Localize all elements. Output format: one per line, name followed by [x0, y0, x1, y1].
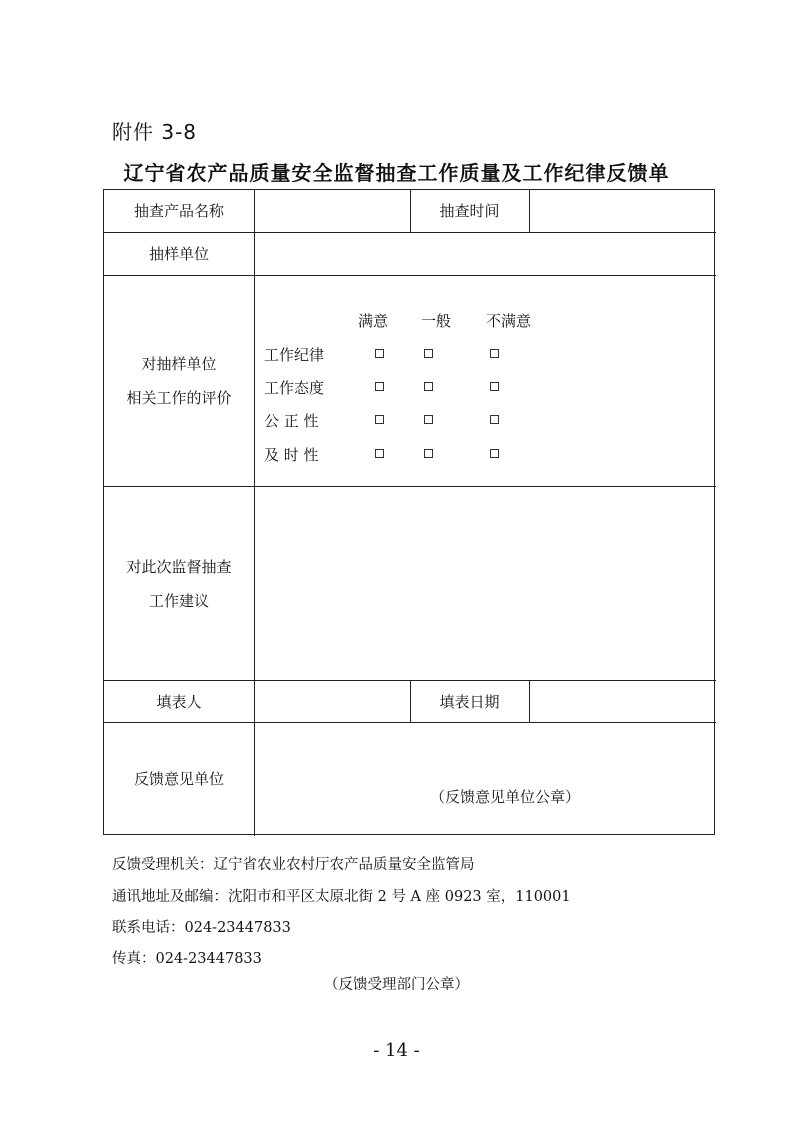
checkbox-attitude-satisfied[interactable] — [375, 382, 384, 391]
checkbox-attitude-average[interactable] — [424, 382, 433, 391]
footer-phone: 联系电话：024-23447833 — [112, 920, 291, 936]
evaluation-label-line2: 相关工作的评价 — [126, 389, 232, 407]
eval-item-label: 工作态度 — [264, 379, 325, 397]
feedback-unit-field[interactable] — [255, 723, 716, 834]
page-number: - 14 - — [373, 1040, 420, 1061]
footer-stamp-note: （反馈受理部门公章） — [324, 977, 469, 993]
checkbox-fairness-average[interactable] — [424, 415, 433, 424]
option-average: 一般 — [421, 312, 452, 330]
evaluation-label-line1: 对抽样单位 — [141, 355, 217, 373]
footer-address: 通讯地址及邮编：沈阳市和平区太原北街 2 号 A 座 0923 室，110001 — [112, 889, 571, 905]
suggestion-label-line2: 工作建议 — [148, 591, 209, 610]
checkbox-fairness-satisfied[interactable] — [375, 415, 384, 424]
feedback-form-table — [103, 189, 715, 835]
check-time-field[interactable] — [530, 190, 716, 232]
checkbox-discipline-average[interactable] — [424, 349, 433, 358]
product-name-label: 抽查产品名称 — [133, 202, 224, 220]
checkbox-discipline-unsatisfied[interactable] — [490, 349, 499, 358]
evaluation-label — [104, 276, 254, 486]
feedback-unit-label: 反馈意见单位 — [133, 769, 224, 788]
sampling-unit-field[interactable] — [255, 233, 716, 275]
fill-date-label: 填表日期 — [439, 692, 500, 711]
suggestion-label — [104, 487, 254, 680]
form-title: 辽宁省农产品质量安全监督抽查工作质量及工作纪律反馈单 — [123, 161, 670, 185]
checkbox-timeliness-satisfied[interactable] — [375, 449, 384, 458]
filler-label: 填表人 — [156, 692, 202, 711]
sampling-unit-label: 抽样单位 — [148, 245, 209, 263]
checkbox-timeliness-unsatisfied[interactable] — [490, 449, 499, 458]
suggestion-label-line1: 对此次监督抽查 — [126, 557, 232, 576]
checkbox-fairness-unsatisfied[interactable] — [490, 415, 499, 424]
product-name-field[interactable] — [255, 190, 410, 232]
attachment-label: 附件 3-8 — [112, 120, 198, 144]
checkbox-attitude-unsatisfied[interactable] — [490, 382, 499, 391]
option-unsatisfied: 不满意 — [486, 312, 532, 330]
fill-date-field[interactable] — [530, 681, 716, 722]
footer-agency: 反馈受理机关：辽宁省农业农村厅农产品质量安全监管局 — [112, 857, 475, 873]
option-satisfied: 满意 — [358, 312, 389, 330]
checkbox-discipline-satisfied[interactable] — [375, 349, 384, 358]
checkbox-timeliness-average[interactable] — [424, 449, 433, 458]
eval-item-label: 工作纪律 — [264, 346, 325, 364]
footer-fax: 传真：024-23447833 — [112, 951, 262, 967]
eval-item-label: 公 正 性 — [264, 412, 319, 430]
eval-item-label: 及 时 性 — [264, 446, 319, 464]
check-time-label: 抽查时间 — [439, 202, 500, 220]
feedback-unit-stamp-note: （反馈意见单位公章） — [430, 788, 581, 806]
suggestion-field[interactable] — [255, 487, 716, 680]
filler-field[interactable] — [255, 681, 410, 722]
